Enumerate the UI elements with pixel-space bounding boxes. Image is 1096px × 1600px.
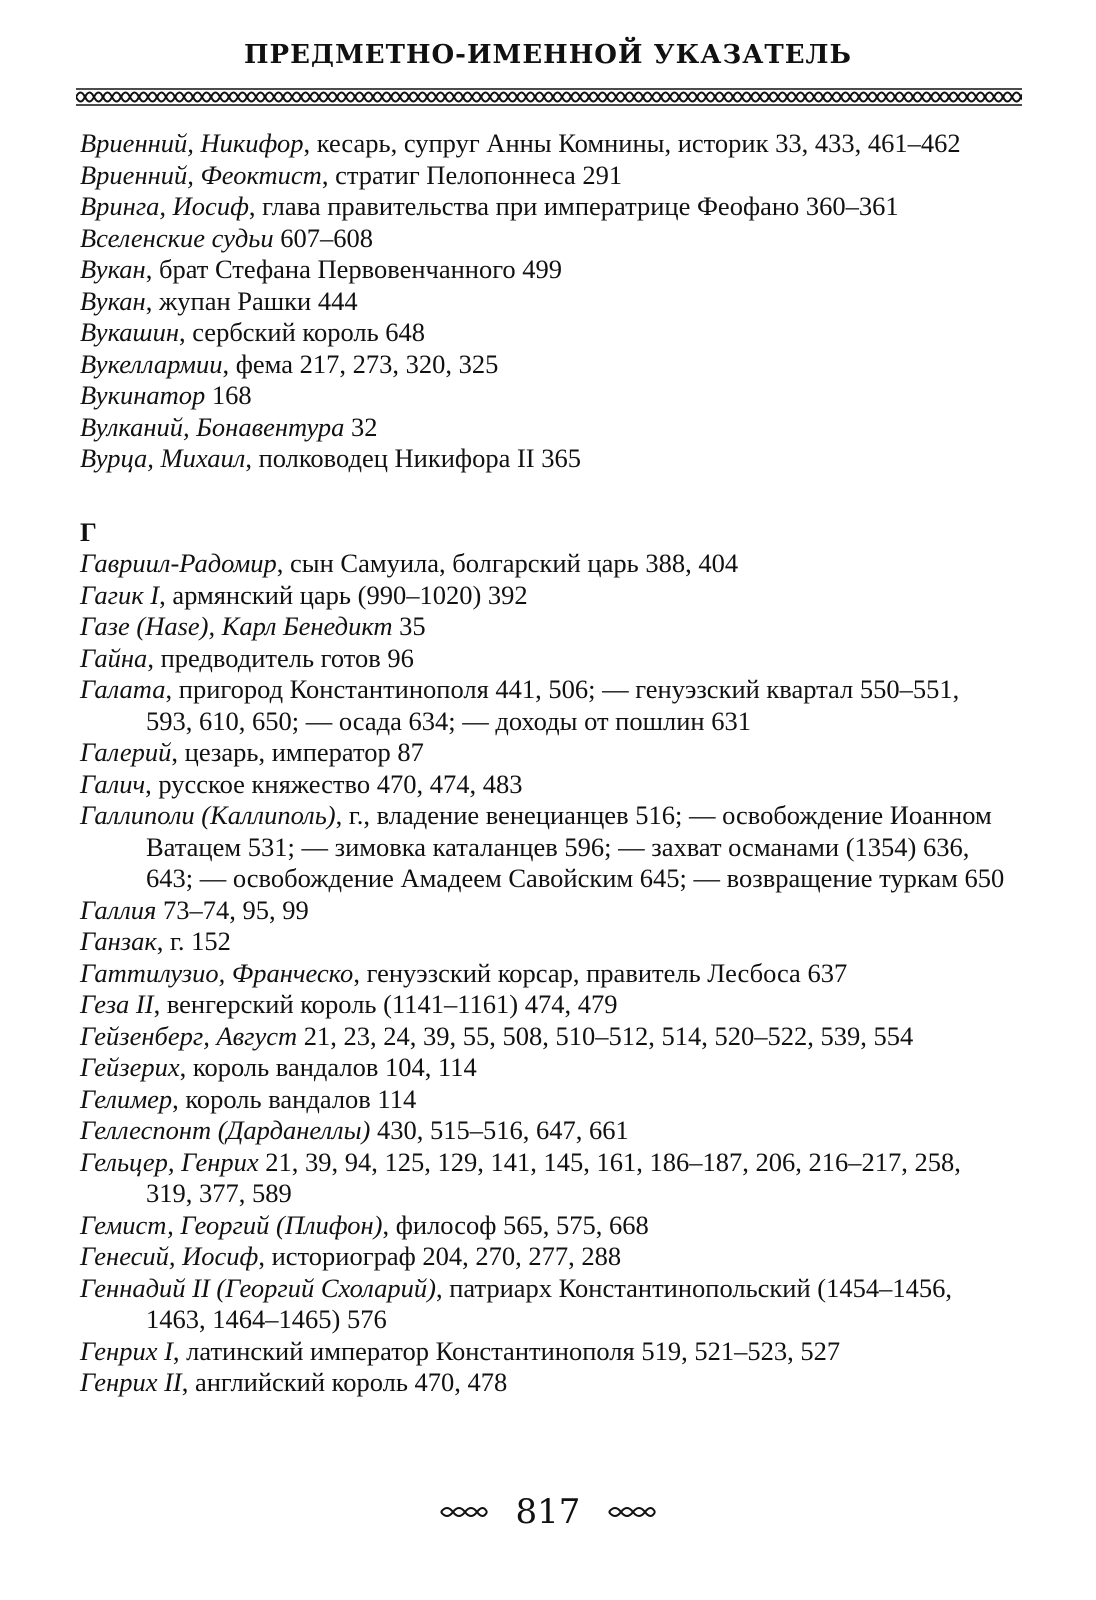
index-entry xyxy=(80,1210,1010,1242)
entry-name: Гейзерих xyxy=(80,1052,180,1082)
entry-text: , латинский император Константинополя 519, 521–523, 527 xyxy=(172,1335,841,1366)
index-entry xyxy=(80,674,1010,737)
index-entry xyxy=(80,926,1010,958)
entry-text: , философ 565, 575, 668 xyxy=(382,1209,649,1240)
entry-name: Галич xyxy=(80,768,146,799)
entry-text: , историограф 204, 270, 277, 288 xyxy=(258,1241,622,1271)
index-entry xyxy=(80,548,1010,580)
entry-text: , фема 217, 273, 320, 325 xyxy=(222,348,499,379)
entry-name: Вселенские судьи xyxy=(80,222,274,253)
page-footer xyxy=(0,1490,1096,1532)
entry-text: 168 xyxy=(205,380,252,410)
index-entry xyxy=(80,1273,1010,1336)
right-ornament-icon xyxy=(607,1504,657,1520)
entry-name: Вриенний, Феоктист xyxy=(80,159,322,190)
index-entry xyxy=(80,769,1010,801)
entry-text: , брат Стефана Первовенчанного 499 xyxy=(145,254,563,284)
running-header: ПРЕДМЕТНО-ИМЕННОЙ УКАЗАТЕЛЬ xyxy=(243,40,852,70)
entry-name: Гелимер xyxy=(80,1083,173,1114)
index-entry xyxy=(80,412,1010,444)
index-entry xyxy=(80,1367,1010,1399)
entry-name: Ганзак xyxy=(80,926,157,956)
entry-text: , русское княжество 470, 474, 483 xyxy=(145,768,523,799)
index-entry xyxy=(80,1084,1010,1116)
index-entry xyxy=(80,611,1010,643)
index-entry xyxy=(80,254,1010,286)
index-entry xyxy=(80,737,1010,769)
entry-text: , полководец Никифора II 365 xyxy=(245,443,582,473)
entry-name: Генрих II xyxy=(80,1367,182,1397)
entry-text: , пригород Константинополя 441, 506; — генуэзский квартал 550–551, 593, 610, 650; — осада 634; — доходы от пошлин 631 xyxy=(146,674,960,736)
entry-name: Вурца, Михаил xyxy=(80,443,246,473)
entry-text: , кесарь, супруг Анны Комнины, историк 33, 433, 461–462 xyxy=(303,128,961,158)
decorative-border xyxy=(76,88,1022,106)
index-entry xyxy=(80,895,1010,927)
entry-name: Вукан xyxy=(80,254,146,284)
entry-text: 73–74, 95, 99 xyxy=(156,894,309,925)
entry-name: Геллеспонт (Дарданеллы) xyxy=(80,1115,371,1145)
entry-name: Гагик I xyxy=(80,579,160,610)
index-entry xyxy=(80,349,1010,381)
entry-name: Вулканий, Бонавентура xyxy=(80,411,345,442)
entry-text: , патриарх Константинопольский (1454–1456, 1463, 1464–1465) 576 xyxy=(146,1272,952,1334)
left-ornament-icon xyxy=(439,1504,489,1520)
entry-name: Вриенний, Никифор xyxy=(80,128,304,158)
entry-text: , сын Самуила, болгарский царь 388, 404 xyxy=(276,548,739,578)
entry-name: Вукан xyxy=(80,285,146,316)
entry-name: Гемист, Георгий (Плифон) xyxy=(80,1209,383,1240)
entry-text: , английский король 470, 478 xyxy=(181,1367,508,1397)
entry-name: Гайна xyxy=(80,642,148,673)
index-entry xyxy=(80,317,1010,349)
entry-text: , король вандалов 104, 114 xyxy=(179,1052,477,1082)
entry-name: Газе (Hase), Карл Бенедикт xyxy=(80,611,393,641)
index-entry xyxy=(80,989,1010,1021)
index-entries-g xyxy=(80,548,1010,1399)
entry-text: , сербский король 648 xyxy=(178,317,426,347)
entry-text: , венгерский король (1141–1161) 474, 479 xyxy=(153,989,618,1019)
page-number: 817 xyxy=(515,1492,581,1532)
entry-text: , король вандалов 114 xyxy=(172,1083,417,1114)
entry-text: 430, 515–516, 647, 661 xyxy=(370,1115,629,1145)
index-entry xyxy=(80,643,1010,675)
entry-name: Генрих I xyxy=(80,1335,173,1366)
index-entry xyxy=(80,1241,1010,1273)
index-entry xyxy=(80,1115,1010,1147)
entry-text: , предводитель готов 96 xyxy=(147,642,414,673)
entry-name: Гейзенберг, Август xyxy=(80,1020,298,1051)
entry-name: Генесий, Иосиф xyxy=(80,1241,259,1271)
section-letter: Г xyxy=(80,516,97,547)
index-entry xyxy=(80,286,1010,318)
entry-text: 607–608 xyxy=(273,222,373,253)
entry-name: Вринга, Иосиф xyxy=(80,191,249,221)
index-entry xyxy=(80,128,1010,160)
entry-name: Вукинатор xyxy=(80,380,206,410)
index-entry xyxy=(80,1336,1010,1368)
index-entry xyxy=(80,223,1010,255)
entry-text: , генуэзский корсар, правитель Лесбоса 637 xyxy=(353,957,848,988)
entry-name: Вукеллармии xyxy=(80,348,223,379)
index-entry xyxy=(80,1147,1010,1210)
entry-text: 32 xyxy=(344,411,378,442)
entry-name: Галлиполи (Каллиполь) xyxy=(80,800,336,830)
index-content xyxy=(80,128,1010,1399)
entry-name: Гельцер, Генрих xyxy=(80,1146,259,1177)
entry-name: Геннадий II (Георгий Схоларий) xyxy=(80,1272,436,1303)
entry-name: Геза II xyxy=(80,989,154,1019)
entry-text: 35 xyxy=(392,611,426,641)
entry-name: Галерий xyxy=(80,737,172,767)
entry-text: , г. 152 xyxy=(156,926,231,956)
entry-name: Вукашин xyxy=(80,317,179,347)
index-entry xyxy=(80,1021,1010,1053)
index-entry xyxy=(80,1052,1010,1084)
index-entry xyxy=(80,380,1010,412)
entry-text: , г., владение венецианцев 516; — освобождение Иоанном Ватацем 531; — зимовка каталанцев 596; — захват османами (1354) 636, 643; — освобождение Амадеем Савойским 645; — возвращение туркам 650 xyxy=(146,800,1005,893)
entry-name: Гавриил-Радомир xyxy=(80,548,277,578)
entry-text: , армянский царь (990–1020) 392 xyxy=(159,579,528,610)
entry-text: , жупан Рашки 444 xyxy=(145,285,358,316)
entry-text: , стратиг Пелопоннеса 291 xyxy=(321,159,623,190)
entry-text: 21, 23, 24, 39, 55, 508, 510–512, 514, 520–522, 539, 554 xyxy=(297,1020,914,1051)
index-entry xyxy=(80,958,1010,990)
entry-text: , цезарь, император 87 xyxy=(171,737,424,767)
index-entry xyxy=(80,800,1010,895)
index-entry xyxy=(80,191,1010,223)
entry-name: Гаттилузио, Франческо xyxy=(80,957,354,988)
entry-text: , глава правительства при императрице Феофано 360–361 xyxy=(248,191,899,221)
entry-text: 21, 39, 94, 125, 129, 141, 145, 161, 186–187, 206, 216–217, 258, 319, 377, 589 xyxy=(146,1146,961,1208)
index-entry xyxy=(80,443,1010,475)
index-entry xyxy=(80,160,1010,192)
entry-name: Галата xyxy=(80,674,166,704)
entry-name: Галлия xyxy=(80,894,157,925)
index-entry xyxy=(80,580,1010,612)
index-entries-v xyxy=(80,128,1010,475)
